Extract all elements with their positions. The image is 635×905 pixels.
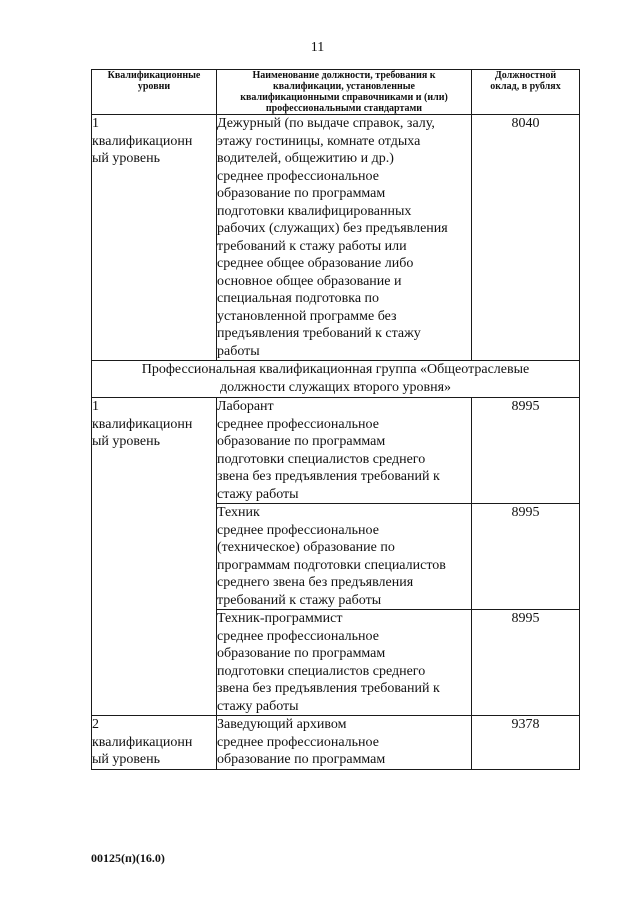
header-line: оклад, в рублях [490,81,561,92]
description-line: водителей, общежитию и др.) [217,151,394,166]
description-line: программам подготовки специалистов [217,557,446,573]
description-line: специальная подготовка по [217,291,380,306]
position-description-cell [217,504,472,610]
header-position-requirements [217,70,472,115]
description-line: Техник [217,505,260,520]
group-title [92,361,580,398]
header-line: Квалификационные [107,70,201,81]
header-line: уровни [137,81,171,92]
description-line: основное общее образование и [217,273,402,289]
qualification-level-cell [92,716,217,770]
level-number: 1 [92,116,99,131]
header-line: Наименование должности, требования к [252,70,436,81]
position-description-cell [217,398,472,504]
description-line: среднее профессиональное [217,168,379,184]
description-line: образование по программам [217,752,386,767]
table-row [92,716,580,770]
level-label: квалификационн [92,416,193,432]
level-label: ый уровень [92,434,161,449]
description-line: среднее общее образование либо [217,256,414,271]
description-line: Лаборант [217,399,274,414]
description-line: среднее профессиональное [217,416,379,432]
description-line: Техник-программист [217,611,343,626]
table-row [92,115,580,361]
salary-cell: 8995 [472,398,580,504]
qualification-table [91,69,580,770]
description-line: образование по программам [217,186,386,201]
description-line: рабочих (служащих) без предъявления [217,221,448,236]
level-label: квалификационн [92,133,193,149]
position-description-cell [217,716,472,770]
qualification-level-cell [92,398,217,716]
description-line: среднее профессиональное [217,628,379,644]
description-line: подготовки квалифицированных [217,203,412,219]
header-line: квалификации, установленные [273,81,415,92]
description-line: требований к стажу работы или [217,238,407,254]
description-line: Дежурный (по выдаче справок, залу, [217,116,435,131]
group-title-row [92,361,580,398]
description-line: образование по программам [217,646,386,661]
description-line: среднее профессиональное [217,734,379,750]
description-line: звена без предъявления требований к [217,469,440,484]
salary-cell: 8995 [472,504,580,610]
salary-cell: 8040 [472,115,580,361]
description-line: этажу гостиницы, комнате отдыха [217,133,421,149]
header-qualification-levels [92,70,217,115]
salary-cell: 9378 [472,716,580,770]
header-line: квалификационными справочниками и (или) [240,92,448,103]
description-line: требований к стажу работы [217,592,382,608]
level-label: квалификационн [92,734,193,750]
page-number: 11 [310,40,325,55]
qualification-level-cell [92,115,217,361]
table-row [92,398,580,504]
description-line: стажу работы [217,486,299,502]
description-line: подготовки специалистов среднего [217,663,426,679]
description-line: установленной программе без [217,308,397,324]
description-line: Заведующий архивом [217,717,347,732]
table-header-row [92,70,580,115]
description-line: образование по программам [217,434,386,449]
level-number: 1 [92,399,99,414]
level-label: ый уровень [92,752,161,767]
description-line: подготовки специалистов среднего [217,451,426,467]
description-line: предъявления требований к стажу [217,326,421,341]
description-line: (техническое) образование по [217,540,395,555]
document-code: 00125(п)(16.0) [91,851,165,865]
level-label: ый уровень [92,151,161,166]
group-title-line: должности служащих второго уровня» [219,380,452,395]
level-number: 2 [92,717,99,732]
description-line: работы [217,343,260,359]
header-salary [472,70,580,115]
description-line: стажу работы [217,698,299,714]
header-line: профессиональными стандартами [265,103,423,114]
description-line: среднее профессиональное [217,522,379,538]
description-line: среднего звена без предъявления [217,575,414,590]
group-title-line: Профессиональная квалификационная группа «Общеотраслевые [141,362,530,377]
position-description-cell [217,610,472,716]
description-line: звена без предъявления требований к [217,681,440,696]
position-description-cell [217,115,472,361]
salary-cell: 8995 [472,610,580,716]
header-line: Должностной [494,70,557,81]
